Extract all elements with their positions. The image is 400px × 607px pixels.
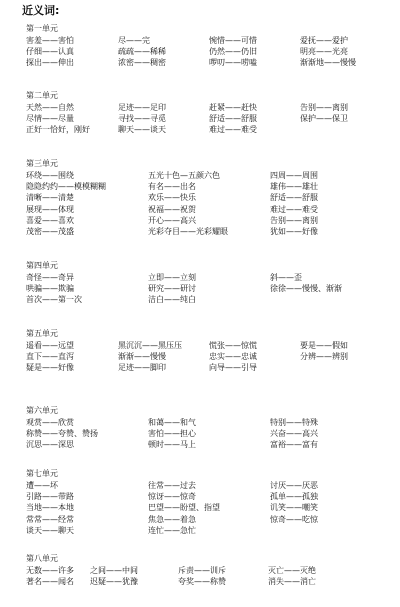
unit-heading: 第五单元	[26, 329, 58, 338]
synonym-pair: 谈天——聊天	[26, 525, 74, 535]
word-pair-row	[0, 294, 400, 305]
synonym-pair: 奇怪——奇异	[26, 273, 74, 282]
synonym-pair: 巴望——盼望、指望	[148, 503, 220, 513]
synonym-pair: 爱抚——爱护	[300, 36, 348, 45]
synonym-pair: 雄伟——雄壮	[270, 182, 318, 192]
synonym-pair: 慌张——惊慌	[209, 341, 257, 350]
synonym-pair: 有名——出名	[148, 182, 196, 192]
word-pair-row	[0, 226, 400, 237]
synonym-pair: 兴奋——高兴	[270, 429, 318, 439]
synonym-pair: 首次——第一次	[26, 295, 82, 305]
word-pair-row	[0, 439, 400, 450]
word-pair-row	[0, 124, 400, 135]
word-pair-row	[0, 181, 400, 192]
unit-heading: 第一单元	[26, 24, 58, 33]
document-title: 近义词:	[22, 4, 60, 17]
word-pair-row	[0, 35, 400, 46]
synonym-pair: 舒适——舒服	[270, 193, 318, 203]
word-pair-row	[0, 417, 400, 428]
word-pair-row	[0, 170, 400, 181]
synonym-pair: 往常——过去	[148, 481, 196, 490]
word-pair-row	[0, 113, 400, 124]
synonym-pair: 常常——经常	[26, 514, 74, 524]
synonym-pair: 哄骗——欺骗	[26, 284, 74, 294]
synonym-pair: 夸奖——称赞	[178, 577, 226, 587]
synonym-pair: 光彩夺目——光彩耀眼	[148, 227, 228, 236]
synonym-pair: 要是——假如	[300, 341, 348, 350]
synonym-pair: 告别——离别	[300, 103, 348, 112]
synonym-pair: 研究——研讨	[148, 284, 196, 294]
synonym-pair: 徐徐——慢慢、渐渐	[270, 284, 342, 294]
synonym-pair: 消失——消亡	[268, 577, 316, 587]
synonym-pair: 尽——完	[118, 36, 150, 45]
synonym-pair: 渐渐地——慢慢	[300, 58, 356, 68]
synonym-pair: 舒适——舒服	[209, 114, 257, 124]
synonym-pair: 渐渐——慢慢	[118, 352, 166, 362]
synonym-pair: 孤单——孤独	[270, 492, 318, 502]
synonym-pair: 斜——歪	[270, 273, 302, 282]
synonym-pair: 迟疑——犹豫	[90, 577, 138, 587]
synonym-pair: 沉思——深思	[26, 440, 74, 450]
synonym-pair: 四周——周围	[270, 171, 318, 180]
synonym-pair: 难过——难受	[209, 125, 257, 135]
synonym-pair: 茂密——茂盛	[26, 227, 74, 236]
synonym-pair: 寻找——寻觅	[118, 114, 166, 124]
synonym-pair: 啰叨——唠嗑	[209, 58, 257, 68]
word-pair-row	[0, 525, 400, 536]
synonym-pair: 足迹——足印	[118, 103, 166, 112]
word-pair-row	[0, 272, 400, 283]
synonym-pair: 焦急——着急	[148, 514, 196, 524]
word-pair-row	[0, 565, 400, 576]
synonym-pair: 顿时——马上	[148, 440, 196, 450]
word-pair-row	[0, 576, 400, 587]
synonym-pair: 当地——本地	[26, 503, 74, 513]
synonym-pair: 疑是——好像	[26, 363, 74, 373]
unit-heading: 第四单元	[26, 261, 58, 270]
synonym-pair: 富裕——富有	[270, 440, 318, 450]
word-pair-row	[0, 491, 400, 502]
synonym-pair: 害羞——害怕	[26, 36, 74, 45]
word-pair-row	[0, 46, 400, 57]
synonym-pair: 称赞——夸赞、赞扬	[26, 429, 98, 439]
word-pair-row	[0, 502, 400, 513]
synonym-pair: 著名——闻名	[26, 577, 74, 587]
synonym-pair: 聊天——谈天	[118, 125, 166, 135]
synonym-pair: 遭——坏	[26, 481, 58, 490]
synonym-pair: 正好一恰好，刚好	[26, 125, 90, 135]
unit-heading: 第二单元	[26, 91, 58, 100]
synonym-pair: 展现——体现	[26, 204, 74, 214]
synonym-pair: 讥笑——嘲笑	[270, 503, 318, 513]
synonym-pair: 无数——许多	[26, 566, 74, 575]
synonym-pair: 祝福——祝贺	[148, 204, 196, 214]
synonym-pair: 浓密——稠密	[118, 58, 166, 68]
synonym-pair: 保护——保卫	[300, 114, 348, 124]
synonym-pair: 明亮——光亮	[300, 47, 348, 57]
synonym-pair: 洁白——纯白	[148, 295, 196, 305]
synonym-pair: 仍然——仍旧	[209, 47, 257, 57]
unit-heading: 第三单元	[26, 159, 58, 168]
word-pair-row	[0, 351, 400, 362]
synonym-pair: 和蔼——和气	[148, 418, 196, 427]
synonym-pair: 立即——立刻	[148, 273, 196, 282]
synonym-pair: 清晰——清楚	[26, 193, 74, 203]
synonym-pair: 向导——引导	[209, 363, 257, 373]
unit-heading: 第八单元	[26, 554, 58, 563]
synonym-pair: 引路——带路	[26, 492, 74, 502]
synonym-pair: 特别——特殊	[270, 418, 318, 427]
synonym-pair: 仔细——认真	[26, 47, 74, 57]
synonym-pair: 连忙——急忙	[148, 525, 196, 535]
synonym-pair: 灭亡——灭绝	[268, 566, 316, 575]
unit-heading: 第七单元	[26, 469, 58, 478]
word-pair-row	[0, 215, 400, 226]
synonym-pair: 难过——难受	[270, 204, 318, 214]
synonym-pair: 遥看——远望	[26, 341, 74, 350]
word-pair-row	[0, 514, 400, 525]
synonym-pair: 惊奇——吃惊	[270, 514, 318, 524]
synonym-pair: 斥责——训斥	[178, 566, 226, 575]
synonym-pair: 惊讶——惊奇	[148, 492, 196, 502]
synonym-pair: 开心——高兴	[148, 215, 196, 225]
synonym-pair: 环绕——围绕	[26, 171, 74, 180]
word-pair-row	[0, 204, 400, 215]
unit-heading: 第六单元	[26, 406, 58, 415]
synonym-pair: 黑沉沉——黑压压	[118, 341, 182, 350]
word-pair-row	[0, 340, 400, 351]
synonym-pair: 五光十色—五颜六色	[148, 171, 220, 180]
synonym-pair: 隐隐约约——模模糊糊	[26, 182, 106, 192]
synonym-pair: 喜爱——喜欢	[26, 215, 74, 225]
synonym-pair: 害怕——担心	[148, 429, 196, 439]
synonym-pair: 忠实——忠诚	[209, 352, 257, 362]
synonym-pair: 犹如——好像	[270, 227, 318, 236]
word-pair-row	[0, 428, 400, 439]
synonym-pair: 直下——直泻	[26, 352, 74, 362]
word-pair-row	[0, 102, 400, 113]
synonym-pair: 告别——离别	[270, 215, 318, 225]
synonym-pair: 之间——中间	[90, 566, 138, 575]
synonym-pair: 欢乐——快乐	[148, 193, 196, 203]
word-pair-row	[0, 192, 400, 203]
word-pair-row	[0, 283, 400, 294]
word-pair-row	[0, 480, 400, 491]
synonym-pair: 疏疏——稀稀	[118, 47, 166, 57]
word-pair-row	[0, 362, 400, 373]
word-pair-row	[0, 57, 400, 68]
synonym-pair: 尽情——尽量	[26, 114, 74, 124]
synonym-pair: 天然——自然	[26, 103, 74, 112]
synonym-pair: 赶紧——赶快	[209, 103, 257, 112]
synonym-pair: 惋惜——可惜	[209, 36, 257, 45]
synonym-pair: 讨厌——厌恶	[270, 481, 318, 490]
synonym-pair: 足迹——脚印	[118, 363, 166, 373]
synonym-pair: 探出——伸出	[26, 58, 74, 68]
synonym-pair: 观赏——欣赏	[26, 418, 74, 427]
synonym-pair: 分辨——辨别	[300, 352, 348, 362]
